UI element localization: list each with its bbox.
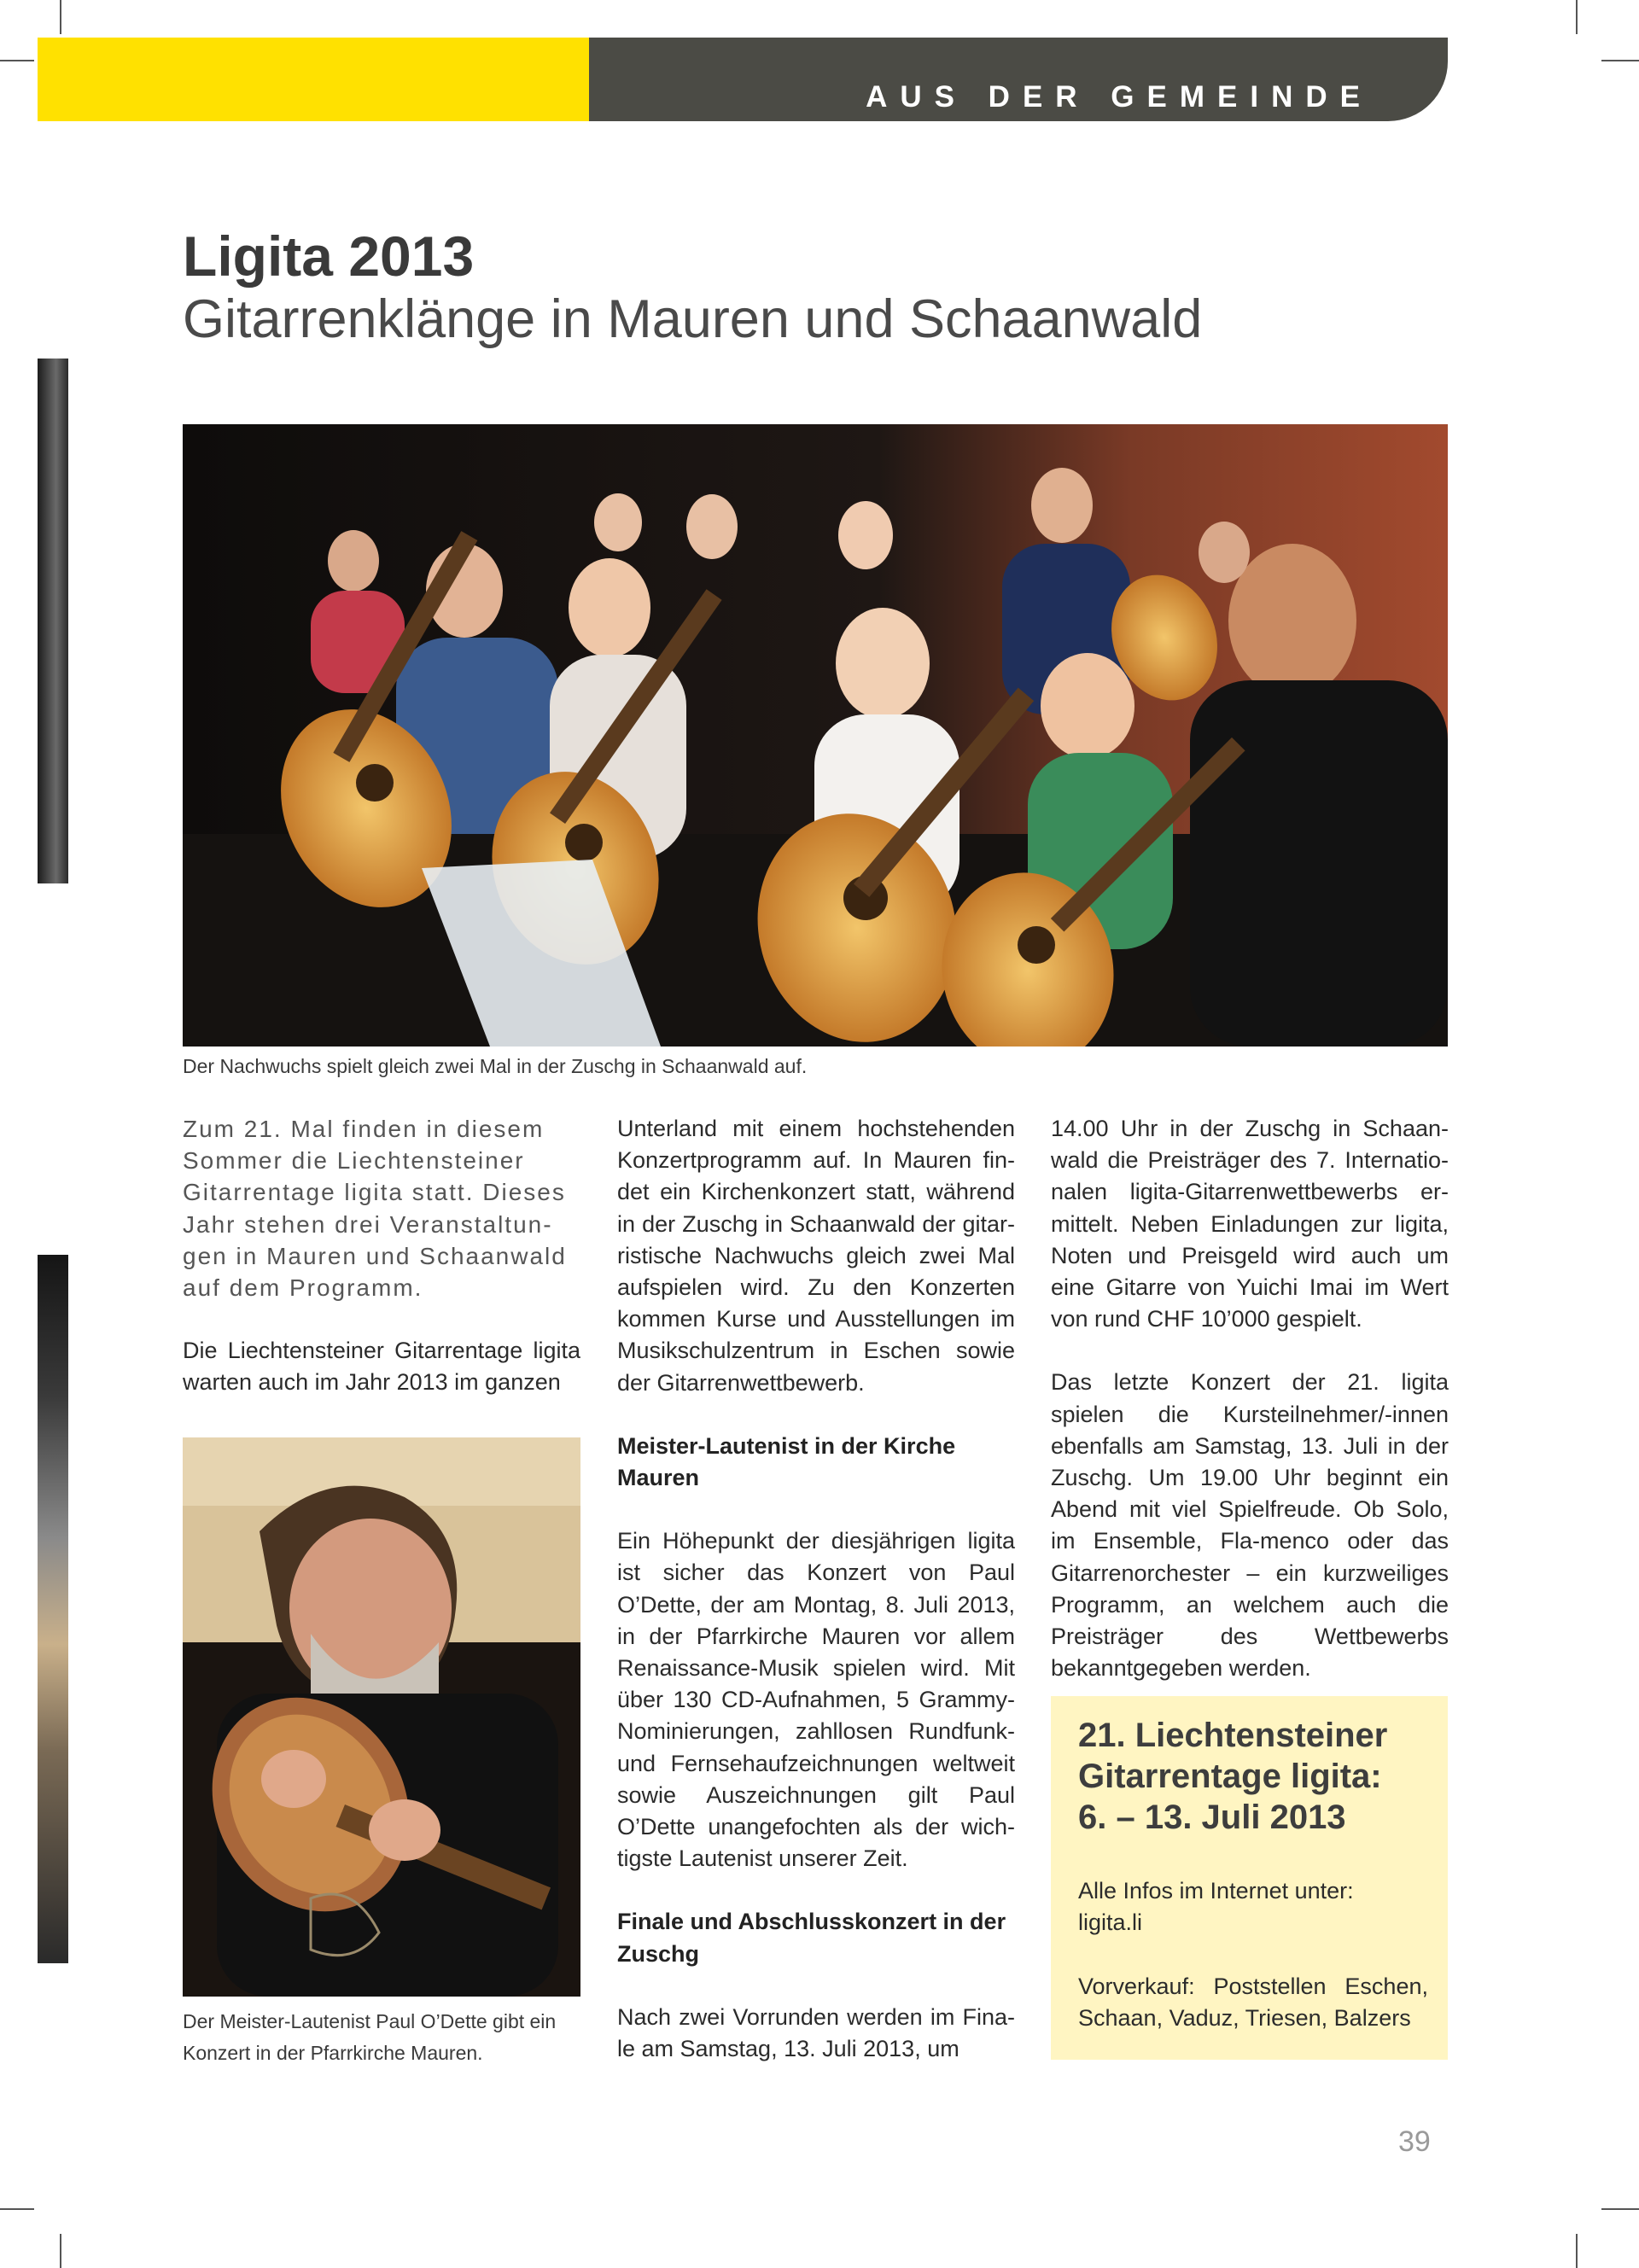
section-heading: Meister-Lautenist in der Kirche Mauren	[617, 1432, 956, 1491]
section-heading: Finale und Abschlusskonzert in der Zuschg	[617, 1909, 1006, 1967]
text-column-2	[617, 1113, 1015, 2065]
info-box-web-label: Alle Infos im Internet unter:	[1078, 1878, 1354, 1904]
article-subtitle: Gitarrenklänge in Mauren und Schaanwald	[183, 289, 1203, 349]
section-label: AUS DER GEMEINDE	[866, 80, 1373, 114]
crop-mark	[1601, 60, 1639, 61]
photo-caption	[183, 2006, 556, 2069]
text-column-3	[1051, 1113, 1449, 1684]
paragraph: Ein Höhepunkt der diesjährigen ligita ist sicher das Konzert von Paul O’Dette, der am Montag, 8. Juli 2013, in der Pfarrkirche Mauren vor allem Renaissance-Musik spielen wird. Mit über 130 CD-Aufnahmen, 5 Grammy-Nominierungen, zahllosen Rundfunk- und Fernsehaufzeichnungen weltweit sowie Auszeichnungen gilt Paul O’Dette unangefochten als der wich-tigste Lautenist unserer Zeit.	[617, 1528, 1015, 1872]
paragraph: 14.00 Uhr in der Zuschg in Schaan-wald die Preisträger des 7. Internatio-nalen ligita-Gitarrenwettbewerbs er-mittelt. Neben Einladungen zur ligita, Noten und Preisgeld wird auch um eine Gitarre von Yuichi Imai im Wert von rund CHF 10’000 gespielt.	[1051, 1116, 1449, 1332]
photo-lute-player	[183, 1437, 580, 1997]
page-edge-strip	[38, 1255, 68, 1963]
info-box-web	[1078, 1875, 1428, 1939]
crop-mark	[60, 0, 61, 34]
text-column-1	[183, 1113, 580, 1399]
header-band-accent	[38, 38, 589, 121]
lead-paragraph: Zum 21. Mal finden in diesem Sommer die Liechtensteiner Gitarrentage ligita statt. Dieses Jahr stehen drei Veranstaltun-gen in Mauren und Schaanwald auf dem Programm.	[183, 1116, 567, 1302]
crop-mark	[1576, 0, 1578, 34]
article-title: Ligita 2013	[183, 224, 475, 288]
info-box-presale: Vorverkauf: Poststellen Eschen, Schaan, Vaduz, Triesen, Balzers	[1078, 1974, 1428, 2032]
info-box-web-link[interactable]: ligita.li	[1078, 1909, 1143, 1936]
crop-mark	[0, 60, 34, 61]
info-box-title-line: 6. – 13. Juli 2013	[1078, 1799, 1346, 1836]
info-box-title-line: Gitarrentage ligita:	[1078, 1758, 1382, 1795]
paragraph: Unterland mit einem hochstehenden Konzertprogramm auf. In Mauren fin-det ein Kirchenkonzert statt, während in der Zuschg in Schaanwald der gitar-ristische Nachwuchs gleich zwei Mal aufspielen wird. Zu den Konzerten kommen Kurse und Ausstellungen im Musikschulzentrum in Eschen sowie der Gitarrenwettbewerb.	[617, 1116, 1015, 1396]
event-info-box	[1051, 1696, 1448, 2060]
photo-lute-player-illustration	[183, 1437, 580, 1997]
photo-caption-line: Konzert in der Pfarrkirche Mauren.	[183, 2042, 483, 2064]
info-box-title-line: 21. Liechtensteiner	[1078, 1717, 1388, 1754]
paragraph: Nach zwei Vorrunden werden im Fina-le am Samstag, 13. Juli 2013, um	[617, 2003, 1015, 2062]
photo-caption-line: Der Meister-Lautenist Paul O’Dette gibt ein	[183, 2010, 557, 2032]
photo-caption: Der Nachwuchs spielt gleich zwei Mal in der Zuschg in Schaanwald auf.	[183, 1055, 808, 1077]
crop-mark	[0, 2208, 34, 2210]
paragraph: Die Liechtensteiner Gitarrentage ligita warten auch im Jahr 2013 im ganzen	[183, 1338, 580, 1396]
header-band	[589, 38, 1448, 121]
crop-mark	[1601, 2208, 1639, 2210]
photo-guitar-ensemble-illustration	[183, 424, 1448, 1047]
info-box-title	[1078, 1715, 1387, 1838]
page-number: 39	[1398, 2125, 1431, 2158]
page-edge-strip	[38, 359, 68, 883]
paragraph: Das letzte Konzert der 21. ligita spielen die Kursteilnehmer/-innen ebenfalls am Samstag, 13. Juli in der Zuschg. Um 19.00 Uhr beginnt ein Abend mit viel Spielfreude. Ob Solo, im Ensemble, Fla-menco oder das Gitarrenorchester – ein kurzweiliges Programm, an welchem auch die Preisträger des Wettbewerbs bekanntgegeben werden.	[1051, 1369, 1449, 1682]
crop-mark	[60, 2234, 61, 2268]
crop-mark	[1576, 2234, 1578, 2268]
photo-guitar-ensemble	[183, 424, 1448, 1047]
